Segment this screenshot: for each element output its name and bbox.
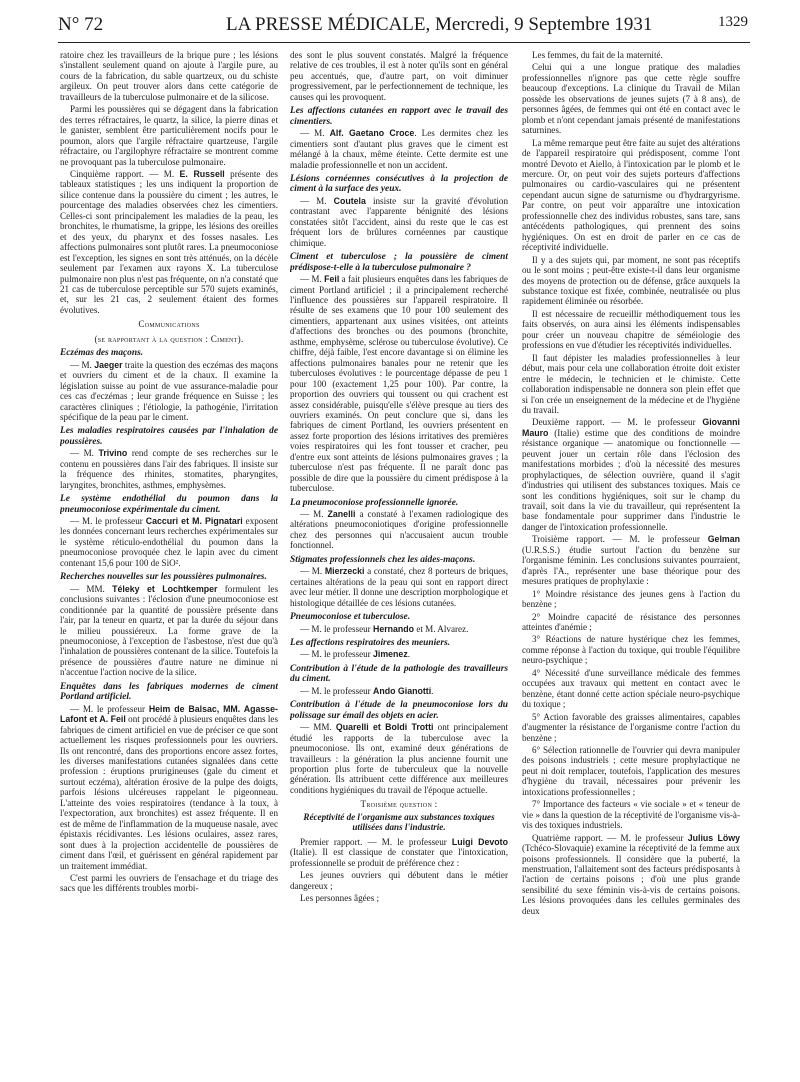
paragraph: Les jeunes ouvriers qui débutent dans le métier dangereux ; — [290, 870, 508, 891]
author-name: E. Russell — [179, 168, 225, 179]
section-label: Troisième question : — [360, 799, 438, 810]
paragraph-text: traite la question des eczémas des maçons et ouvriers du ciment et de la chaux. Il examine la législation suisse au point de vue assurance-maladie pour ces cas d'eczémas ; leur grande fréquence en Suisse ; les caractères cliniques ; l'étiologie, la pathogénie, l'irritation spécifique de la peau par le ciment. — [60, 359, 278, 422]
column-1 — [60, 50, 278, 1078]
section-heading: Enquêtes dans les fabriques modernes de ciment Portland artificiel. — [60, 681, 278, 703]
paragraph-text: formulent les conclusions suivantes : l'éclosion d'une pneumoconiose est conditionnée par la quantité de poussière présente dans l'air, par la teneur en quartz, et par la durée du séjour dans le milieu poussiéreux. La forme grave de la pneumoconiose, à l'exception de l'asbestose, n'est due qu'à l'inhalation de poussières contenant de la silice. Toutefois la présence de poussières d'autre nature ne diminue ni n'accentue l'action nocive de la silice. — [60, 583, 278, 678]
paragraph — [290, 128, 508, 170]
paragraph-lead: — M. le professeur — [70, 703, 149, 714]
paragraph-text: (Italie). Il est classique de constater que l'intoxication, professionnelle se produit de préférence chez : — [290, 847, 508, 868]
author-name: Téleky et Lochtkemper — [112, 583, 218, 594]
section-heading: Ciment et tuberculose ; la poussière de ciment prédispose-t-elle à la tuberculose pulmonaire ? — [290, 252, 508, 273]
author-name: Quarelli et Boldi Trotti — [335, 722, 434, 733]
author-name: Feil — [324, 274, 340, 285]
paragraph: Parmi les poussières qui se dégagent dans la fabrication des terres réfractaires, le quartz, la silice, la pierre dinas et le ganister, semblent être particulièrement nocifs pour le poumon, alors que l'argile réfractaire quartzeuse, l'argile réfractaire, ou l'argilophyre réfractaire se montrent comme ne provoquant pas la tuberculose pulmonaire. — [60, 104, 278, 167]
paragraph: 6° Sélection rationnelle de l'ouvrier qui devra manipuler des poisons industriels ; cette mesure prophylactique ne peut ni doit remplacer, toutefois, l'application des mesures d'hygiène du travail, nécessaires pour prévenir les intoxications professionnelles ; — [522, 745, 740, 797]
paragraph-lead: Cinquième rapport. — M. — [70, 168, 180, 179]
paragraph-lead: — M. — [70, 448, 99, 459]
paragraph-text: . Les dermites chez les cimentiers sont d'autant plus graves que le ciment est mélangé à la chaux, même éteinte. Cette dermite est une maladie professionnelle et non un accident. — [290, 128, 508, 170]
paragraph: 4° Nécessité d'une surveillance médicale des femmes occupées aux travaux qui mettent en contact avec le benzène, étant donné cette action spéciale neuro-psychique du toxique ; — [522, 667, 740, 710]
paragraph — [290, 196, 508, 248]
paragraph — [60, 448, 278, 490]
issue-number: N° 72 — [58, 14, 104, 35]
page-header — [58, 14, 748, 38]
paragraph — [60, 584, 278, 678]
paragraph-text: ont procédé à plusieurs enquêtes dans les fabriques de ciment artificiel en vue de préciser ce que sont actuellement les risques professionnels pour les ouvriers. Ils ont rencontré, dans des proportions encore assez fortes, les diverses manifestations cutanées signalées dans cette profession : éruptions prurigineuses (gale du ciment et surtout eczéma), altération érosive de la pulpe des doigts, parfois lésions ulcéreuses rappelant le pigeonneau. L'atteinte des voies respiratoires (tendance à la toux, à l'expectoration, aux bronchites) est assez fréquente. Il en est de même de l'inflammation de la muqueuse nasale, avec épistaxis récidivantes. Les lésions oculaires, assez rares, sont dues à la projection accidentelle de poussières de ciment dans l'œil, et guérissent en général rapidement par un traitement immédiat. — [60, 714, 278, 871]
paragraph — [290, 509, 508, 551]
author-name: Jaeger — [94, 359, 123, 370]
paragraph-lead: Premier rapport. — M. le professeur — [300, 836, 452, 847]
paragraph-lead: — MM. — [70, 583, 113, 594]
section-label: Communications — [138, 319, 200, 330]
author-name: Jimenez — [373, 649, 408, 660]
paragraph-lead: — M. le professeur — [300, 623, 373, 634]
paragraph-text: (U.R.S.S.) étudie surtout l'action du benzène sur l'organisme féminin. Les conclusions suivantes pourraient, d'après l'A., représenter une base théorique pour des mesures pratiques de prophylaxie : — [522, 544, 740, 587]
paragraph — [60, 169, 278, 315]
section-heading: Lésions cornéennes consécutives à la projection de ciment à la surface des yeux. — [290, 173, 508, 195]
paragraph-text: exposent les données concernant leurs recherches expérimentales sur le système réticulo-endothélial du poumon dans la pneumoconiose provoquée chez le lapin avec du ciment contenant 15,6 pour 100 de SiO². — [60, 516, 278, 568]
paragraph: 2° Moindre capacité de résistance des personnes atteintes d'anémie ; — [522, 611, 740, 633]
paragraph-text: a constaté, chez 8 porteurs de briques, certaines altérations de la peau qui sont en rapport direct avec leur métier. Il donne une description morphologique et histologique détaillée de ces lésions cutanées. — [290, 566, 508, 608]
section-heading: Eczémas des maçons. — [60, 348, 144, 359]
paragraph-text: présente des tableaux statistiques ; les uns indiquent la proportion de silice contenue dans la poussière du ciment ; les autres, le pourcentage des maladies observées chez les cimentiers. Celles-ci sont principalement les maladies de la peau, les bronchites, le rhumatisme, la grippe, les lésions des oreilles et des yeux, du pharynx et des fosses nasales. Les affections pulmonaires sont plutôt rares. La pneumoconiose est l'exception, les signes en sont très atténués, on la décèle seulement par l'examen aux rayons X. La tuberculose pulmonaire non plus n'est pas fréquente, on n'a constaté que 21 cas de tuberculose perceptible sur 570 sujets examinés, et, sur les 21 cas, 2 seulement étaient des formes évolutives. — [60, 168, 278, 315]
paragraph: 3° Réactions de nature hystérique chez les femmes, comme réponse à l'action du toxique, qui trouble l'équilibre neuro-psychique ; — [522, 634, 740, 666]
section-heading: Le système endothélial du poumon dans la pneumoconiose expérimentale du ciment. — [60, 494, 278, 515]
section-heading: Les affections respiratoires des meuniers. — [290, 638, 450, 649]
author-name: Alf. Gaetano Croce — [329, 128, 415, 139]
page-number: 1329 — [718, 14, 748, 30]
paragraph — [290, 566, 508, 608]
paragraph: Les femmes, du fait de la maternité. — [532, 50, 663, 60]
paragraph — [290, 837, 508, 868]
author-name: Hernando — [373, 623, 415, 634]
author-name: Trivino — [98, 448, 128, 459]
paragraph — [522, 833, 740, 917]
section-heading: Les affections cutanées en rapport avec le travail des cimentiers. — [290, 106, 508, 127]
paragraph-text: (Tchéco-Slovaquie) examine la réceptivité de la femme aux poisons professionnels. Il considère que la puberté, la menstruation, l'allaitement sont des facteurs prédisposants à l'action de certains poisons ; d'où une plus grande sensibilité du sexe féminin vis-à-vis de certains poisons. Les lésions provoquées dans les cellules germinales des deux — [522, 843, 740, 916]
paragraph: des sont le plus souvent constatés. Malgré la fréquence relative de ces troubles, il est à noter qu'ils sont en général peu accentués, que, d'autre part, on voit diminuer progressivement, par le perfectionnement de technique, les causes qui les provoquent. — [290, 50, 508, 102]
paragraph-text: . — [431, 685, 434, 696]
paragraph-text: insiste sur la gravité d'évolution contrastant avec l'apparente bénignité des lésions constatées sitôt l'accident, ainsi du reste que le cas est fréquent lors de brûlures cornéennes par caustique chimique. — [290, 195, 508, 248]
paragraph — [290, 649, 508, 659]
paragraph-text: a constaté à l'examen radiologique des altérations pneumoconiotiques d'origine professionnelle chez des personnes qui n'accusaient aucun trouble fonctionnel. — [290, 509, 508, 551]
paragraph-lead: Deuxième rapport. — M. le professeur — [532, 417, 703, 428]
author-name: Mierzecki — [324, 566, 365, 577]
author-name: Giovanni Mauro — [522, 417, 740, 438]
paragraph: Celui qui a une longue pratique des maladies professionnelles n'ignore pas que cette règle souffre beaucoup d'exceptions. La clinique du Travail de Milan possède les observations de jeunes sujets (7 à 8 ans), de personnes âgées, de femmes qui ont été en contact avec le plomb et n'ont cependant jamais présenté de manifestations saturnines. — [522, 62, 740, 136]
section-heading: Stigmates professionnels chez les aides-maçons. — [290, 554, 476, 565]
paragraph-lead: — MM. — [300, 722, 336, 733]
paragraph-lead: — M. le professeur — [300, 685, 373, 696]
author-name: Heim de Balsac, MM. Agasse-Lafont et A. Feil — [60, 703, 278, 725]
paragraph — [60, 516, 278, 568]
paragraph — [290, 686, 508, 696]
paragraph — [522, 534, 740, 586]
paragraph-text: rend compte de ses recherches sur le contenu en poussières dans l'air des fabriques. Il insiste sur la fréquence des rhinites, stomatites, pharyngites, laryngites, bronchites, asthmes, emphysèmes. — [60, 448, 278, 490]
author-name: Coutela — [333, 195, 366, 206]
paragraph — [290, 274, 508, 494]
section-label: (se rapportant à la question : Ciment). — [94, 333, 244, 344]
paragraph: La même remarque peut être faite au sujet des altérations de l'appareil respiratoire qui prédisposent, comme l'ont montré Devoto et Aiello, à l'intoxication par le plomb et le mercure. Or, on peut voir des sujets porteurs d'affections pulmonaires ou cardio-vasculaires qui ne présentent cependant aucun signe de saturnisme ou d'hydrargyrisme. Par contre, on peut voir apparaître une intoxication professionnelle chez des individus robustes, sans tare, sans antécédents pathologiques, qui prennent des soins hygiéniques. On est en droit de parler en ce cas de réceptivité individuelle. — [522, 137, 740, 253]
question-title: Réceptivité de l'organisme aux substances toxiques utilisées dans l'industrie. — [303, 811, 495, 833]
paragraph-lead: — M. — [300, 128, 330, 139]
section-heading: Pneumoconiose et tuberculose. — [290, 612, 411, 623]
paragraph-lead: — M. — [300, 274, 325, 285]
paragraph — [60, 704, 278, 871]
section-heading: Recherches nouvelles sur les poussières pulmonaires. — [60, 572, 267, 583]
paragraph-lead: — M. le professeur — [70, 516, 146, 527]
journal-title: LA PRESSE MÉDICALE, Mercredi, 9 Septembre 1931 — [226, 14, 653, 35]
paragraph: Il y a des sujets qui, par moment, ne sont pas réceptifs ou le sont moins ; peut-être existe-t-il dans leur organisme des moyens de protection ou de défense, grâce auxquels la substance toxique est fixée, combinée, neutralisée ou plus rapidement éliminée ou résorbée. — [522, 254, 740, 307]
author-name: Julius Löwy — [687, 832, 740, 843]
paragraph-text: et M. Alvarez. — [414, 623, 469, 634]
paragraph-lead: — M. — [70, 359, 95, 370]
paragraph-lead: — M. — [300, 509, 328, 520]
paragraph: 5° Action favorable des graisses alimentaires, capables d'augmenter la résistance de l'organisme contre l'action du benzène ; — [522, 711, 740, 743]
paragraph: C'est parmi les ouvriers de l'ensachage et du triage des sacs que les différents troubles morbi- — [60, 872, 278, 894]
paragraph-lead: Quatrième rapport. — M. le professeur — [532, 832, 688, 843]
author-name: Zanelli — [327, 509, 356, 520]
paragraph-lead: — M. — [300, 566, 325, 577]
paragraph-text: a fait plusieurs enquêtes dans les fabriques de ciment Portland artificiel ; il a principalement recherché l'influence des poussières sur l'appareil respiratoire. Il résulte de ses examens que 10 pour 100 seulement des cimentiers, appartenant aux usines visitées, ont atteints d'affections des bronches ou des poumons (bronchite, asthme, emphysème, sclérose ou tuberculose évolutive). Ce chiffre, déjà faible, l'est encore davantage si on élimine les affections pulmonaires banales pour ne retenir que les tuberculoses évolutives : le pourcentage dépasse de peu 1 pour 100 (exactement 1,25 pour 100). Par contre, la proportion des ouvriers qui toussent ou qui crachent est assez considérable, puisqu'elle s'élève presque au tiers des ouvriers examinés. On peut conclure que si, dans les fabriques de ciment Portland, les ouvriers présentent en assez forte proportion des lésions irritatives des premières voies respiratoires qui les font tousser et cracher, peu d'entre eux sont atteints de lésions pulmonaires graves ; la tuberculose n'est pas fréquente. Il ne paraît donc pas possible de dire que la poussière du ciment prédispose à la tuberculose. — [290, 274, 508, 494]
column-2 — [290, 50, 508, 1078]
section-heading: Contribution à l'étude de la pathologie des travailleurs du ciment. — [290, 663, 508, 685]
paragraph-text: ont principalement étudié les rapports de la tuberculose avec la pneumoconiose. Ils ont, examiné deux générations de travailleurs : la génération la plus ancienne fournit une proportion plus forte de tuberculeux que la nouvelle génération. Ils attribuent cette différence aux meilleures conditions hygiéniques du travail de l'époque actuelle. — [290, 722, 508, 795]
paragraph-text: (Italie) estime que des conditions de moindre résistance organique — anatomique ou fonctionnelle — peuvent jouer un certain rôle dans l'éclosion des manifestations morbides ; d'où la nécessité des mesures prophylactiques, de sélection ouvrière, quand il s'agit d'industries qui utilisent des substances toxiques. Mais ce sont les conditions hygiéniques, soit sur le champ du travail, soit dans la vie du travailleur, qui représentent la base fondamentale pour supprimer dans l'industrie le danger de l'intoxication professionnelle. — [522, 427, 740, 532]
paragraph-lead: — M. — [300, 195, 334, 206]
author-name: Luigi Devoto — [451, 836, 508, 847]
paragraph — [522, 417, 740, 532]
paragraph: Il est nécessaire de recueillir méthodiquement tous les faits observés, on aura ainsi les éléments indispensables pour créer un nouveau chapitre de séméiologie des professions en vue d'étudier les réceptivités individuelles. — [522, 308, 740, 351]
author-name: Ando Gianotti — [373, 685, 432, 696]
paragraph — [290, 624, 508, 634]
section-heading: Contribution à l'étude de la pneumoconiose lors du polissage sur émail des objets en acier. — [290, 700, 508, 721]
paragraph — [60, 360, 278, 423]
paragraph — [290, 722, 508, 795]
column-3 — [522, 50, 740, 1078]
paragraph-lead: — M. le professeur — [300, 649, 373, 660]
author-name: Caccuri et M. Pignatari — [145, 516, 243, 527]
paragraph: 1° Moindre résistance des jeunes gens à l'action du benzène ; — [522, 588, 740, 610]
paragraph-lead: Troisième rapport. — M. le professeur — [532, 534, 708, 545]
paragraph: 7° Importance des facteurs « vie sociale » et « teneur de vie » dans la question de la réceptivité de l'organisme vis-à-vis des toxiques industriels. — [522, 799, 740, 831]
section-heading: La pneumoconiose professionnelle ignorée. — [290, 497, 459, 508]
paragraph: Il faut dépister les maladies professionnelles à leur début, mais pour cela une collaboration étroite doit exister entre le médecin, le technicien et le chimiste. Cette collaboration indispensable ne donnera son plein effet que si l'on crée un enseignement de la médecine et de l'hygiène du travail. — [522, 352, 740, 415]
section-heading: Les maladies respiratoires causées par l'inhalation de poussières. — [60, 426, 278, 447]
paragraph-text: . — [407, 649, 410, 660]
paragraph: Les personnes âgées ; — [300, 892, 380, 903]
paragraph: ratoire chez les travailleurs de la brique pure ; les lésions s'installent seulement quand on ajoute à l'argile pure, au cours de la fabrication, du sable quartzeux, ou du schiste argileux. On peut trouver alors dans cette catégorie de travailleurs de la tuberculose pulmonaire et de la silicose. — [60, 50, 278, 102]
header-rule — [58, 42, 750, 43]
author-name: Gelman — [707, 534, 740, 545]
